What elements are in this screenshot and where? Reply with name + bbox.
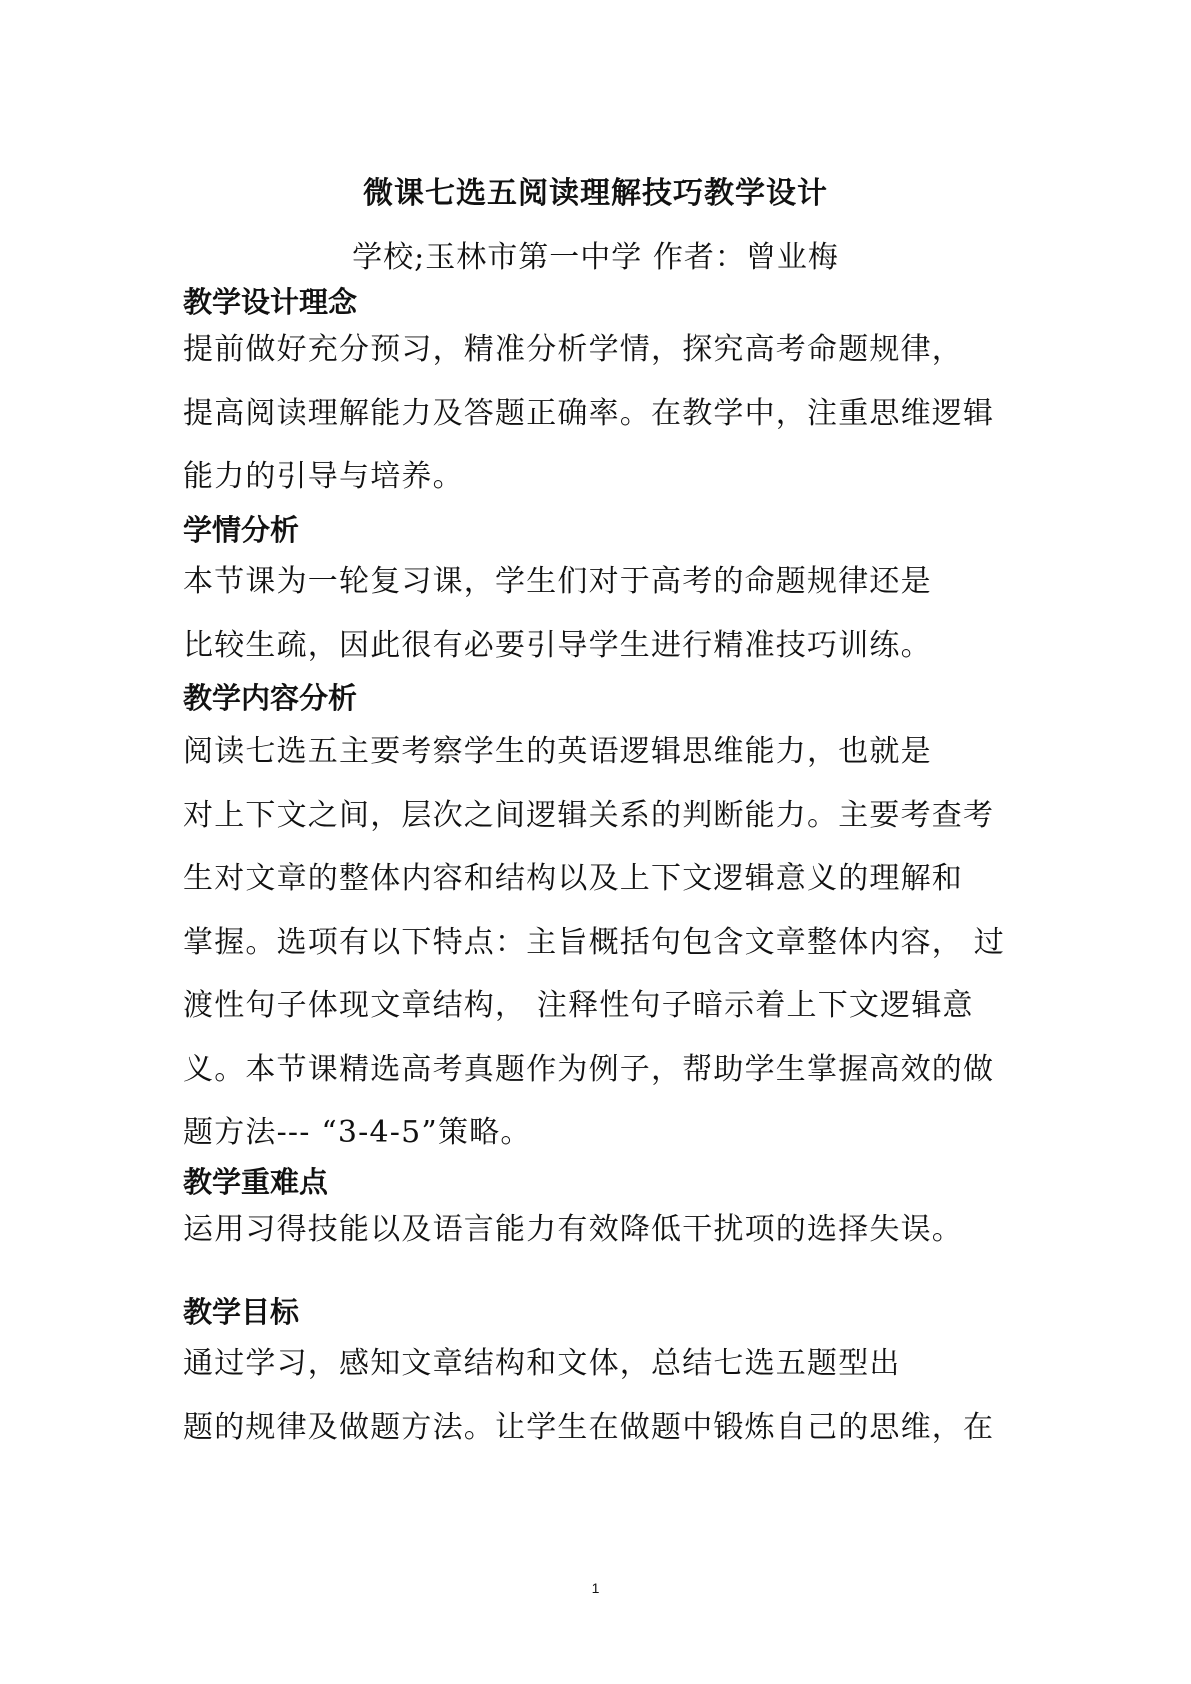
document-subtitle: 学校;玉林市第一中学 作者：曾业梅 [352,240,839,275]
text-line: 掌握。选项有以下特点：主旨概括句包含文章整体内容， 过 [183,924,1005,960]
text-line: 本节课为一轮复习课，学生们对于高考的命题规律还是 [183,564,932,599]
section-body-content-analysis [183,720,1023,1165]
text-line: 能力的引导与培养。 [183,459,464,494]
text-line: 题方法--- “3-4-5”策略。 [183,1115,532,1150]
section-body-objectives [183,1332,1023,1459]
text-line: 阅读七选五主要考察学生的英语逻辑思维能力，也就是 [183,734,932,769]
page-number: 1 [591,1580,600,1596]
section-heading-key-points: 教学重难点 [183,1165,329,1199]
text-line: 比较生疏，因此很有必要引导学生进行精准技巧训练。 [183,627,932,663]
section-heading-learner-analysis: 学情分析 [183,513,300,547]
text-line: 通过学习，感知文章结构和文体，总结七选五题型出 [183,1346,901,1381]
text-line: 对上下文之间，层次之间逻辑关系的判断能力。主要考查考 [183,797,995,833]
section-heading-design-concept: 教学设计理念 [183,285,358,319]
text-line: 题的规律及做题方法。让学生在做题中锻炼自己的思维，在 [183,1409,995,1445]
section-heading-objectives: 教学目标 [183,1295,300,1329]
document-title: 微课七选五阅读理解技巧教学设计 [363,176,828,211]
section-body-design-concept [183,318,1023,509]
text-line: 义。本节课精选高考真题作为例子，帮助学生掌握高效的做 [183,1051,995,1087]
section-body-learner-analysis [183,550,1023,677]
text-line: 提前做好充分预习，精准分析学情，探究高考命题规律， [183,332,963,367]
text-line: 提高阅读理解能力及答题正确率。在教学中，注重思维逻辑 [183,395,995,431]
text-line: 运用习得技能以及语言能力有效降低干扰项的选择失误。 [183,1212,963,1247]
section-body-key-points [183,1198,1023,1262]
section-heading-content-analysis: 教学内容分析 [183,681,358,715]
text-line: 渡性句子体现文章结构， 注释性句子暗示着上下文逻辑意 [183,988,974,1023]
text-line: 生对文章的整体内容和结构以及上下文逻辑意义的理解和 [183,861,963,896]
